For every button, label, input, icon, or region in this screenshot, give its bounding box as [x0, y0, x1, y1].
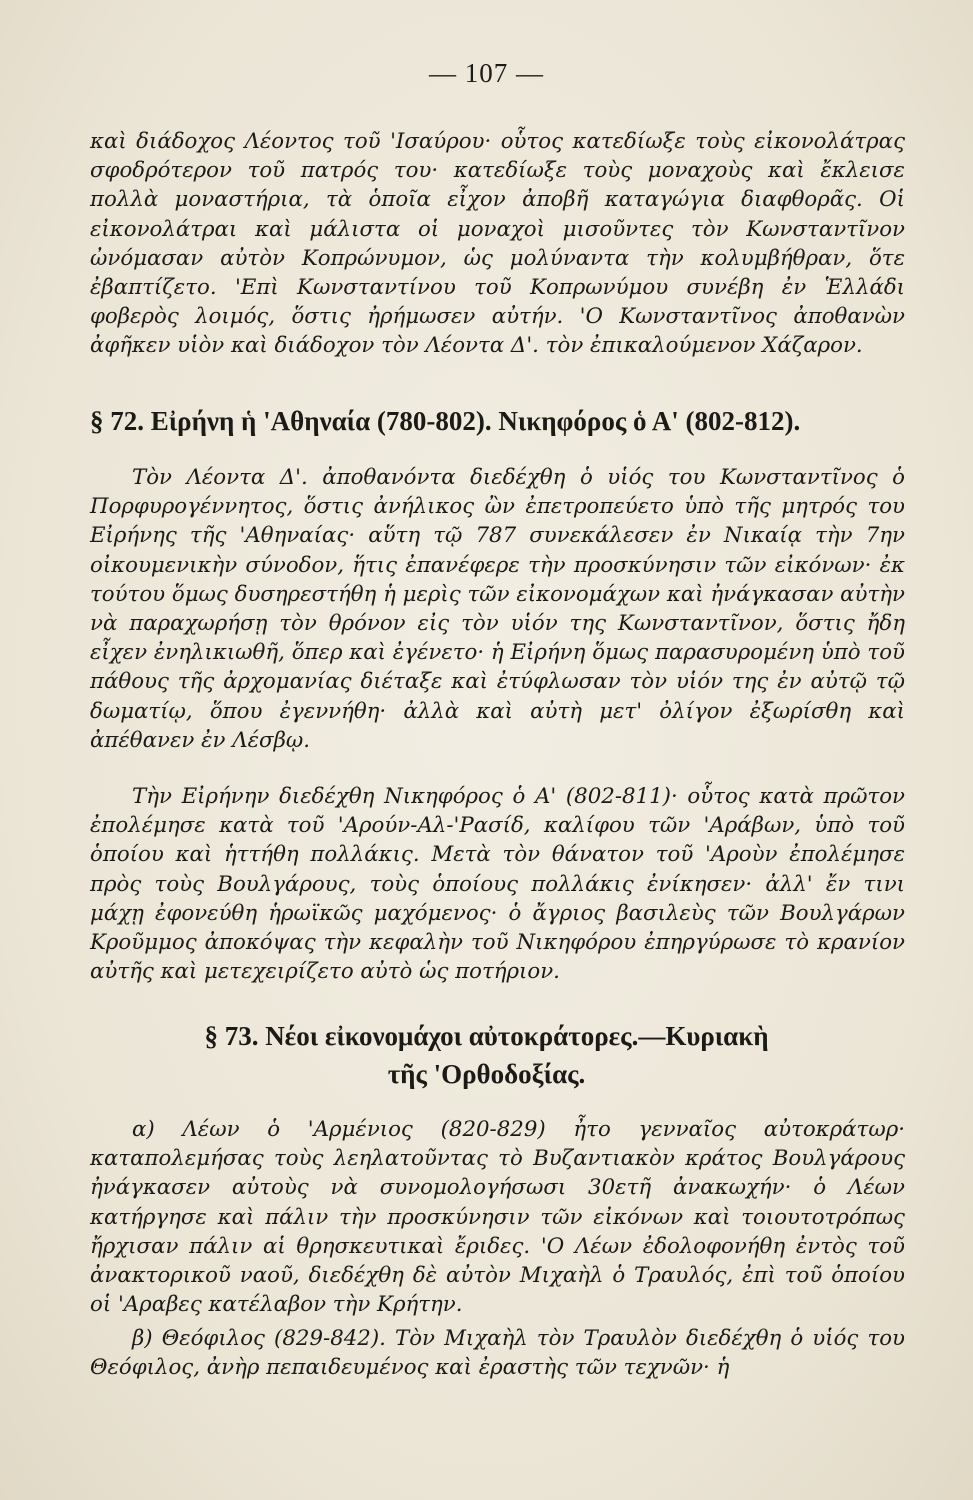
paragraph-constantine-v: καὶ διάδοχος Λέοντος τοῦ 'Ισαύρου· οὗτος κατεδίωξε τοὺς εἰκονολάτρας σφοδρότερον τοῦ πατρός του· κατεδίωξε τοὺς μοναχοὺς καὶ ἔκλεισε πολλὰ μοναστήρια, τὰ ὁποῖα εἶχον ἀποβῆ καταγώγια διαφθορᾶς. Οἱ εἰκονολάτραι καὶ μάλιστα οἱ μοναχοὶ μισοῦντες τὸν Κωνσταντῖνον ὠνόμασαν αὐτὸν Κοπρώνυμον, ὡς μολύναντα τὴν κολυμβήθραν, ὅτε ἐβαπτίζετο. 'Επὶ Κωνσταντίνου τοῦ Κοπρωνύμου συνέβη ἐν Ἑλλάδι φοβερὸς λοιμός, ὅστις ἠρήμωσεν αὐτήν. 'Ο Κωνσταντῖνος ἀποθανὼν ἀφῆκεν υἱὸν καὶ διάδοχον τὸν Λέοντα Δ'. τὸν ἐπικαλούμενον Χάζαρον.	[90, 129, 905, 359]
section-heading-72: § 72. Εἰρήνη ἡ 'Αθηναία (780-802). Νικηφόρος ὁ Α' (802-812).	[90, 406, 801, 436]
paragraph-theophilos: β) Θεόφιλος (829-842). Τὸν Μιχαὴλ τὸν Τραυλὸν διεδέχθη ὁ υἱός του Θεόφιλος, ἀνὴρ πεπαιδευμένος καὶ ἐραστὴς τῶν τεχνῶν· ἡ	[90, 1326, 905, 1381]
paragraph-nikephoros: Τὴν Εἰρήνην διεδέχθη Νικηφόρος ὁ Α' (802-811)· οὗτος κατὰ πρῶτον ἐπολέμησε κατὰ τοῦ 'Αρούν-Αλ-'Ρασίδ, καλίφου τῶν 'Αράβων, ὑπὸ τοῦ ὁποίου καὶ ἡττήθη πολλάκις. Μετὰ τὸν θάνατον τοῦ 'Αροὺν ἐπολέμησε πρὸς τοὺς Βουλγάρους, τοὺς ὁποίους πολλάκις ἐνίκησεν· ἀλλ' ἔν τινι μάχῃ ἐφονεύθη ἡρωϊκῶς μαχόμενος· ὁ ἄγριος βασιλεὺς τῶν Βουλγάρων Κροῦμμος ἀποκόψας τὴν κεφαλὴν τοῦ Νικηφόρου ἐπηργύρωσε τὸ κρανίον αὐτῆς καὶ μετεχειρίζετο αὐτὸ ὡς ποτήριον.	[90, 784, 905, 985]
section-heading-73-line-1: § 73. Νέοι εἰκονομάχοι αὐτοκράτορες.—Κυριακὴ	[204, 1021, 769, 1051]
section-heading-73-line-2: τῆς 'Ορθοδοξίας.	[387, 1059, 586, 1089]
paragraph-leo-armenian: α) Λέων ὁ 'Αρμένιος (820-829) ἦτο γενναῖος αὐτοκράτωρ· καταπολεμήσας τοὺς λεηλατοῦντας τὸ Βυζαντιακὸν κράτος Βουλγάρους ἠνάγκασεν αὐτοὺς νὰ συνομολογήσωσι 30ετῆ ἀνακωχήν· ὁ Λέων κατήργησε καὶ πάλιν τὴν προσκύνησιν τῶν εἰκόνων καὶ τοιουτοτρόπως ἤρχισαν πάλιν αἱ θρησκευτικαὶ ἔριδες. 'Ο Λέων ἐδολοφονήθη ἐντὸς τοῦ ἀνακτορικοῦ ναοῦ, διεδέχθη δὲ αὐτὸν Μιχαὴλ ὁ Τραυλός, ἐπὶ τοῦ ὁποίου οἱ 'Αραβες κατέλαβον τὴν Κρήτην.	[90, 1117, 905, 1318]
page-number: — 107 —	[429, 58, 544, 88]
paragraph-irene: Τὸν Λέοντα Δ'. ἀποθανόντα διεδέχθη ὁ υἱός του Κωνσταντῖνος ὁ Πορφυρογέννητος, ὅστις ἀνήλικος ὢν ἐπετροπεύετο ὑπὸ τῆς μητρός του Εἰρήνης τῆς 'Αθηναίας· αὕτη τῷ 787 συνεκάλεσεν ἐν Νικαίᾳ τὴν 7ην οἰκουμενικὴν σύνοδον, ἥτις ἐπανέφερε τὴν προσκύνησιν τῶν εἰκόνων· ἐκ τούτου ὅμως δυσηρεστήθη ἡ μερὶς τῶν εἰκονομάχων καὶ ἠνάγκασαν αὐτὴν νὰ παραχωρήσῃ τὸν θρόνον εἰς τὸν υἱόν της Κωνσταντῖνον, ὅστις ἤδη εἶχεν ἐνηλικιωθῆ, ὅπερ καὶ ἐγένετο· ἡ Εἰρήνη ὅμως παρασυρομένη ὑπὸ τοῦ πάθους τῆς ἀρχομανίας διέταξε καὶ ἐτύφλωσαν τὸν υἱόν της ἐν αὐτῷ τῷ δωματίῳ, ὅπου ἐγεννήθη· ἀλλὰ καὶ αὐτὴ μετ' ὀλίγον ἐξωρίσθη καὶ ἀπέθανεν ἐν Λέσβῳ.	[90, 465, 905, 753]
